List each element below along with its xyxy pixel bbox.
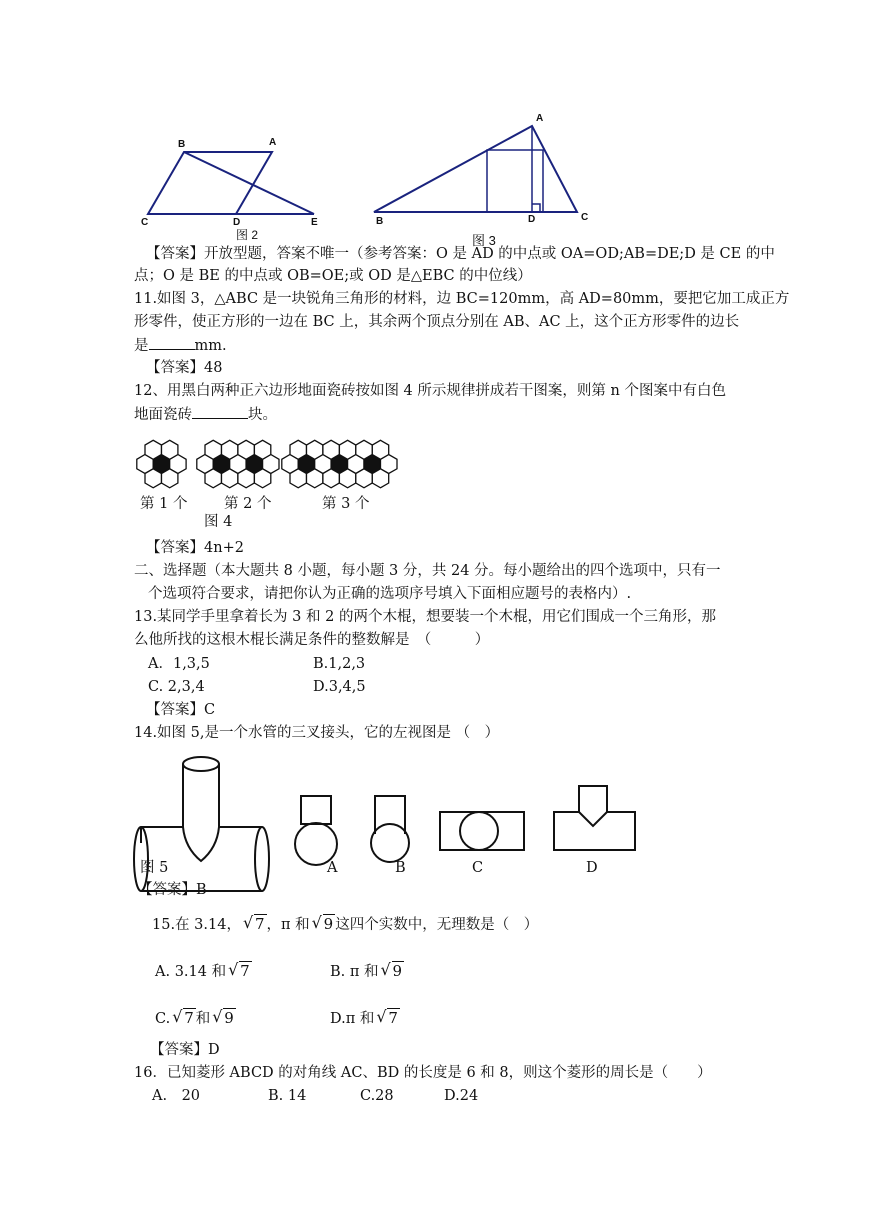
white-tile xyxy=(339,469,355,488)
figure-5-and-options xyxy=(0,750,869,870)
fig2-label-d: D xyxy=(233,217,241,228)
fig2-label-a: A xyxy=(269,137,277,148)
q12-suffix: 块。 xyxy=(248,407,277,423)
fig2-caption: 图 2 xyxy=(236,228,259,242)
q16-option-d[interactable]: D.24 xyxy=(444,1088,479,1104)
fig2-label-c: C xyxy=(141,217,149,228)
white-tile xyxy=(307,469,323,488)
white-tile xyxy=(290,440,307,459)
q15-option-c[interactable]: C. √ 7 和 √ 9 xyxy=(155,1007,234,1027)
fig2-label-b: B xyxy=(178,139,186,150)
white-tile xyxy=(356,440,373,459)
q16-option-a[interactable]: A. 20 xyxy=(152,1088,201,1104)
q11-blank[interactable] xyxy=(149,335,195,350)
white-tile xyxy=(162,440,178,459)
fig5-caption: 图 5 xyxy=(140,860,169,876)
white-tile xyxy=(205,440,222,459)
white-tile xyxy=(323,440,340,459)
q13-line2: 么他所找的这根木棍长满足条件的整数解是 （ ） xyxy=(134,632,490,648)
q12-answer: 【答案】4n+2 xyxy=(146,540,244,556)
q11-prefix: 是 xyxy=(134,338,149,354)
q16-option-c[interactable]: C.28 xyxy=(360,1088,394,1104)
q14-answer: 【答案】B xyxy=(138,882,207,898)
q15-option-b[interactable]: B. π 和 √ 9 xyxy=(330,960,403,980)
pattern-label-2: 第 2 个 xyxy=(224,496,272,512)
q11-answer: 【答案】48 xyxy=(146,360,223,376)
white-tile xyxy=(145,469,162,488)
sqrt-7: √ 7 xyxy=(242,913,265,933)
q15-prefix: 15.在 3.14， xyxy=(152,917,241,933)
q13-option-d[interactable]: D.3,4,5 xyxy=(313,679,366,695)
q15-stem xyxy=(152,914,538,935)
q15-option-a[interactable]: A. 3.14 和 √ 7 xyxy=(155,960,250,980)
white-tile xyxy=(162,469,178,488)
fig4-caption: 图 4 xyxy=(204,514,233,530)
white-tile xyxy=(290,469,307,488)
section2-line2: 个选项符合要求，请把你认为正确的选项序号填入下面相应题号的表格内）. xyxy=(148,586,632,602)
q13-option-b[interactable]: B.1,2,3 xyxy=(313,656,366,672)
white-tile xyxy=(222,440,238,459)
q14-option-c[interactable]: C xyxy=(472,860,484,876)
white-tile xyxy=(222,469,238,488)
white-tile xyxy=(145,440,162,459)
white-tile xyxy=(238,440,255,459)
q14-option-d[interactable]: D xyxy=(586,860,598,876)
white-tile xyxy=(205,469,222,488)
q16-line1: 16．已知菱形 ABCD 的对角线 AC、BD 的长度是 6 和 8，则这个菱形的周长是（ ） xyxy=(134,1065,712,1081)
q11-suffix: mm. xyxy=(194,338,227,354)
q12-line1: 12、用黑白两种正六边形地面瓷砖按如图 4 所示规律拼成若干图案，则第 n 个图案中有白色 xyxy=(134,383,726,399)
q14-option-a[interactable]: A xyxy=(327,860,338,876)
white-tile xyxy=(339,440,355,459)
q14-line1: 14.如图 5,是一个水管的三叉接头，它的左视图是 （ ） xyxy=(134,725,500,741)
figure-3 xyxy=(0,0,869,240)
fig3-caption: 图 3 xyxy=(472,233,496,248)
white-tile xyxy=(238,469,255,488)
q12-line2 xyxy=(134,404,277,425)
q11-line3 xyxy=(134,335,227,356)
white-tile xyxy=(323,469,340,488)
white-tile xyxy=(307,440,323,459)
q12-prefix: 地面瓷砖 xyxy=(134,407,192,423)
q14-option-b[interactable]: B xyxy=(395,860,406,876)
pattern-label-3: 第 3 个 xyxy=(322,496,370,512)
figure-4-hex-patterns xyxy=(0,434,869,494)
sqrt-9: √ 9 xyxy=(311,913,334,933)
q13-answer: 【答案】C xyxy=(146,702,216,718)
pattern-label-1: 第 1 个 xyxy=(140,496,188,512)
white-tile xyxy=(356,469,373,488)
q16-option-b[interactable]: B. 14 xyxy=(268,1088,307,1104)
fig3-label-c: C xyxy=(581,212,589,223)
fig3-label-a: A xyxy=(536,113,544,124)
q13-option-c[interactable]: C. 2,3,4 xyxy=(148,679,205,695)
answer-10-cont: 点；O 是 BE 的中点或 OB=OE;或 OD 是△EBC 的中位线） xyxy=(134,268,532,284)
q15-suffix: 这四个实数中，无理数是（ ） xyxy=(335,917,539,933)
q13-line1: 13.某同学手里拿着长为 3 和 2 的两个木棍，想要装一个木棍，用它们围成一个三角形，那 xyxy=(134,609,716,625)
q15-mid: ，π 和 xyxy=(266,917,310,933)
q15-option-d[interactable]: D.π 和 √ 7 xyxy=(330,1007,398,1027)
fig3-label-b: B xyxy=(376,216,384,227)
section2-line1: 二、选择题（本大题共 8 小题，每小题 3 分，共 24 分。每小题给出的四个选项中，只有一 xyxy=(134,563,721,579)
white-tile xyxy=(372,469,388,488)
answer-10: 【答案】开放型题，答案不唯一（参考答案：O 是 AD 的中点或 OA=OD;AB=DE;D 是 CE 的中 xyxy=(146,246,775,262)
q11-line1: 11.如图 3，△ABC 是一块锐角三角形的材料，边 BC=120mm，高 AD=80mm，要把它加工成正方 xyxy=(134,291,790,307)
fig2-label-e: E xyxy=(311,217,318,228)
q13-option-a[interactable]: A．1,3,5 xyxy=(148,656,210,672)
q11-line2: 形零件，使正方形的一边在 BC 上，其余两个顶点分别在 AB、AC 上，这个正方形零件的边长 xyxy=(134,314,740,330)
white-tile xyxy=(254,469,270,488)
white-tile xyxy=(372,440,388,459)
fig3-label-d: D xyxy=(528,214,536,225)
white-tile xyxy=(254,440,270,459)
q12-blank[interactable] xyxy=(192,404,248,419)
q15-answer: 【答案】D xyxy=(150,1042,220,1058)
